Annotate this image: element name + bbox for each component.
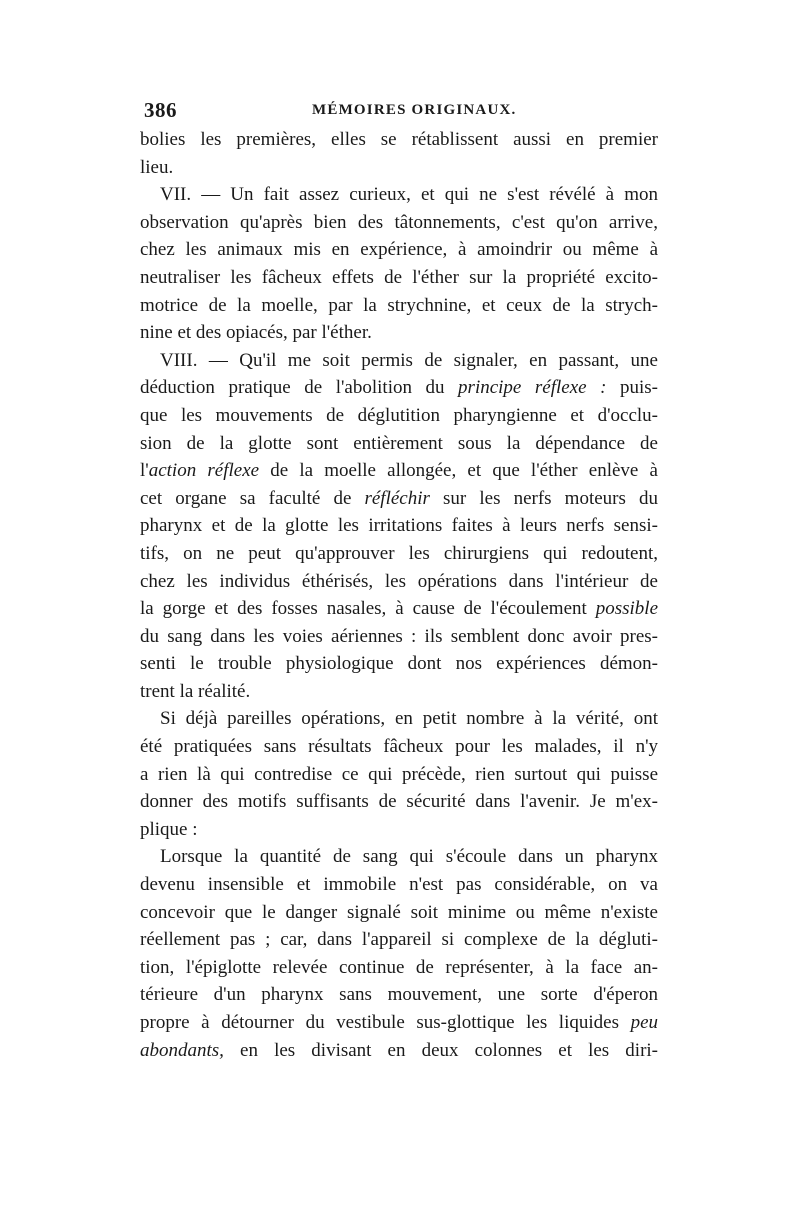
italic-text-span: abondants, [140,1039,224,1061]
text-line [140,678,658,706]
body-text [140,126,658,1064]
text-span: tion, l'épiglotte relevée continue de représenter, à la face an- [140,956,658,978]
text-span: VII. — Un fait assez curieux, et qui ne s'est révélé à mon [160,184,658,206]
text-line [140,154,658,182]
text-span: chez les animaux mis en expérience, à amoindrir ou même à [140,239,658,261]
running-head: MÉMOIRES ORIGINAUX. [312,102,517,118]
text-line [140,843,658,871]
text-span: bolies les premières, elles se rétablissent aussi en premier [140,129,658,150]
text-line [140,374,658,402]
text-line [140,623,658,651]
text-span: Si déjà pareilles opérations, en petit nombre à la vérité, ont [160,708,658,730]
text-span: neutraliser les fâcheux effets de l'éther sur la propriété excito- [140,266,658,288]
text-line [140,181,658,209]
text-line [140,816,658,844]
text-line [140,264,658,292]
text-span: réellement pas ; car, dans l'appareil si complexe de la dégluti- [140,929,658,951]
text-span: puis- [606,377,658,399]
text-line [140,236,658,264]
text-line [140,1037,658,1065]
text-span: devenu insensible et immobile n'est pas considérable, on va [140,874,658,896]
text-line [140,595,658,623]
text-span: a rien là qui contredise ce qui précède, rien surtout qui puisse [140,763,658,785]
text-span: VIII. — Qu'il me soit permis de signaler, en passant, une [160,349,658,371]
text-span: nine et des opiacés, par l'éther. [140,322,372,344]
text-line [140,126,658,154]
page-number: 386 [144,98,177,122]
text-line [140,650,658,678]
text-span: l' [140,460,149,482]
italic-text-span: possible [595,598,658,620]
page-header [144,98,660,128]
text-span: trent la réalité. [140,680,251,702]
text-span: propre à détourner du vestibule sus-glottique les liquides [140,1012,631,1033]
text-line [140,568,658,596]
text-span: senti le trouble physiologique dont nos expériences démon- [140,653,658,675]
text-span: que les mouvements de déglutition pharyngienne et d'occlu- [140,404,658,426]
text-line [140,319,658,347]
text-span: chez les individus éthérisés, les opérations dans l'intérieur de [140,570,658,592]
text-span: térieure d'un pharynx sans mouvement, une sorte d'éperon [140,984,658,1006]
text-span: sion de la glotte sont entièrement sous la dépendance de [140,432,658,454]
text-line [140,788,658,816]
text-line [140,1009,658,1037]
text-line [140,485,658,513]
text-span: lieu. [140,156,174,178]
text-span: tifs, on ne peut qu'approuver les chirurgiens qui redoutent, [140,542,658,564]
text-line [140,954,658,982]
text-span: déduction pratique de l'abolition du [140,377,459,399]
text-line [140,457,658,485]
text-span: en les divisant en deux colonnes et les diri- [223,1039,658,1061]
text-span: la gorge et des fosses nasales, à cause de l'écoulement [140,598,596,620]
text-line [140,899,658,927]
text-line [140,292,658,320]
text-line [140,871,658,899]
text-span: du sang dans les voies aériennes : ils semblent donc avoir pres- [140,625,658,647]
text-span: cet organe sa faculté de [140,487,365,509]
text-span: de la moelle allongée, et que l'éther enlève à [259,460,658,482]
text-span: sur les nerfs moteurs du [429,487,658,509]
text-line [140,761,658,789]
text-span: Lorsque la quantité de sang qui s'écoule dans un pharynx [160,846,658,868]
text-span: été pratiquées sans résultats fâcheux pour les malades, il n'y [140,736,658,758]
text-line [140,705,658,733]
text-span: observation qu'après bien des tâtonnements, c'est qu'on arrive, [140,211,658,233]
text-span: concevoir que le danger signalé soit minime ou même n'existe [140,901,658,923]
italic-text-span: réfléchir [364,487,430,509]
text-line [140,209,658,237]
text-line [140,926,658,954]
text-span: donner des motifs suffisants de sécurité dans l'avenir. Je m'ex- [140,791,658,813]
text-line [140,430,658,458]
italic-text-span: peu [630,1012,658,1033]
text-line [140,512,658,540]
text-line [140,347,658,375]
text-span: motrice de la moelle, par la strychnine, et ceux de la strych- [140,294,658,316]
text-line [140,981,658,1009]
text-span: plique : [140,818,198,840]
text-span: pharynx et de la glotte les irritations faites à leurs nerfs sensi- [140,515,658,537]
text-line [140,733,658,761]
text-line [140,402,658,430]
italic-text-span: action réflexe [148,460,260,482]
text-line [140,540,658,568]
italic-text-span: principe réflexe : [458,377,607,399]
